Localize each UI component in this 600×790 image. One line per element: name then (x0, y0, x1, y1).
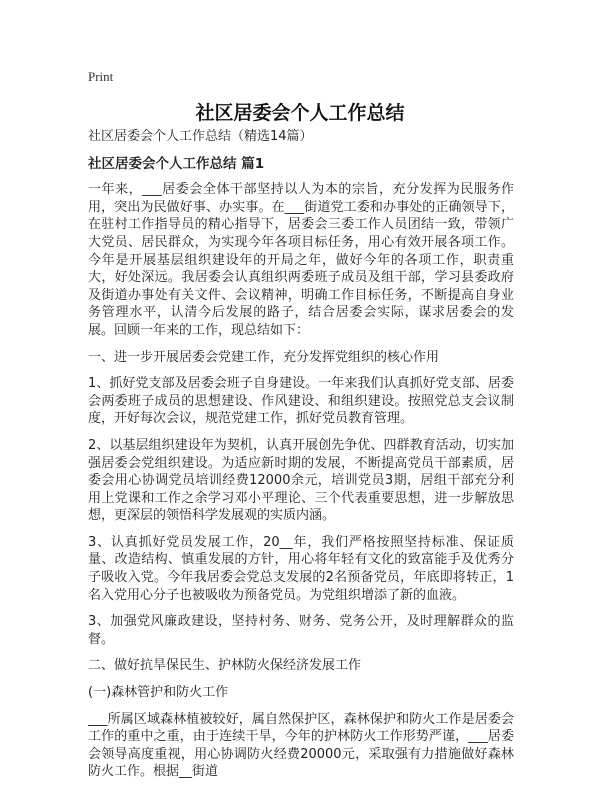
paragraph-heading-2: 二、做好抗旱保民生、护林防火保经济发展工作 (88, 658, 362, 674)
paragraph-heading-1: 一、进一步开展居委会党建工作，充分发挥党组织的核心作用 (88, 349, 440, 365)
paragraph-item-1: 1、抓好党支部及居委会班子自身建设。一年来我们认真抓好党支部、居委会两委班子成员的思想建设、作风建设、和组织建设。按照党总支会议制度，开好每次会议，规范党建工作，抓好党员教育管理。 (88, 376, 514, 427)
paragraph-item-4: 3、加强党风廉政建设，坚持村务、财务、党务公开，及时理解群众的监督。 (88, 614, 514, 647)
section-heading: 社区居委会个人工作总结 篇1 (88, 155, 265, 172)
page-title: 社区居委会个人工作总结 (195, 102, 405, 124)
paragraph-item-2: 2、以基层组织建设年为契机，认真开展创先争优、四群教育活动，切实加强居委会党组织建设。为适应新时期的发展，不断提高党员干部素质，居委会用心协调党员培训经费12000余元，培训党员3期，居组干部充分利用上党课和工作之余学习邓小平理论、三个代表重要思想，进一步解放思想，更深层的领悟科学发展观的实质内涵。 (88, 437, 514, 524)
document-subtitle: 社区居委会个人工作总结（精选14篇） (88, 129, 313, 144)
document-body (88, 128, 514, 790)
paragraph-intro: 一年来，___居委会全体干部坚持以人为本的宗旨，充分发挥为民服务作用，突出为民做好事、办实事。在___街道党工委和办事处的正确领导下，在驻村工作指导员的精心指导下，居委会三委工作人员团结一致，带领广大党员、居民群众，为实现今年各项目标任务，用心有效开展各项工作。今年是开展基层组织建设年的开局之年，做好今年的各项工作，职责重大，好处深远。我居委会认真组织两委班子成员及组干部，学习县委政府及街道办事处有关文件、会议精神，明确工作目标任务，不断提高自身业务管理水平，认清今后发展的路子，结合居委会实际，谋求居委会的发展。回顾一年来的工作，现总结如下： (88, 182, 514, 338)
print-link[interactable]: Print (88, 69, 114, 84)
paragraph-forest: ___所属区域森林植被较好，属自然保护区，森林保护和防火工作是居委会工作的重中之重，由于连续干旱，今年的护林防火工作形势严谨，___居委会领导高度重视，用心协调防火经费20000元，采取强有力措施做好森林防火工作。根据__街道 (88, 711, 514, 780)
paragraph-subheading: (一)森林管护和防火工作 (88, 685, 229, 701)
paragraph-item-3: 3、认真抓好党员发展工作，20__年，我们严格按照坚持标准、保证质量、改造结构、慎重发展的方针，用心将年轻有文化的致富能手及优秀分子吸收入党。今年我居委会党总支发展的2名预备党员，年底即将转正，1名入党用心分子也被吸收为预备党员。为党组织增添了新的血液。 (88, 534, 514, 603)
